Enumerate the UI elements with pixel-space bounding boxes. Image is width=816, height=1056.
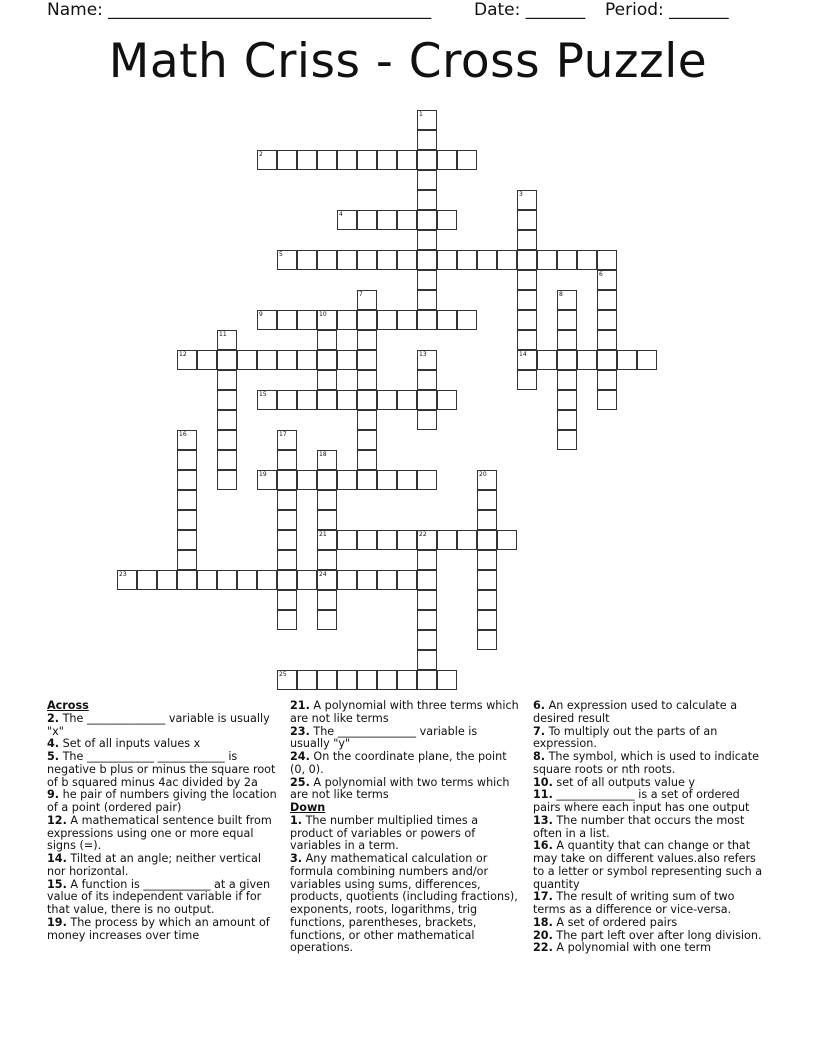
grid-cell[interactable] xyxy=(417,270,437,290)
grid-cell[interactable] xyxy=(477,530,497,550)
clue-number: 9 xyxy=(259,311,263,318)
grid-cell[interactable] xyxy=(377,470,397,490)
grid-cell[interactable] xyxy=(437,210,457,230)
grid-cell[interactable] xyxy=(417,630,437,650)
clue-across-24: 24. On the coordinate plane, the point (0, 0). xyxy=(290,750,507,776)
grid-cell[interactable] xyxy=(277,610,297,630)
grid-cell[interactable] xyxy=(297,670,317,690)
grid-cell[interactable] xyxy=(637,350,657,370)
grid-cell[interactable] xyxy=(417,470,437,490)
grid-cell[interactable] xyxy=(297,250,317,270)
grid-cell[interactable] xyxy=(477,610,497,630)
grid-cell[interactable] xyxy=(597,290,617,310)
grid-cell[interactable] xyxy=(477,630,497,650)
grid-cell[interactable] xyxy=(297,150,317,170)
grid-cell[interactable] xyxy=(557,390,577,410)
clue-across-14: 14. Tilted at an angle; neither vertical nor horizontal. xyxy=(47,852,261,878)
grid-cell[interactable] xyxy=(217,390,237,410)
grid-cell[interactable] xyxy=(277,490,297,510)
grid-cell[interactable] xyxy=(417,610,437,630)
grid-cell[interactable] xyxy=(337,530,357,550)
grid-cell[interactable] xyxy=(297,390,317,410)
grid-cell[interactable] xyxy=(477,250,497,270)
across-heading: Across xyxy=(47,699,89,712)
grid-cell[interactable] xyxy=(317,530,337,550)
grid-cell[interactable] xyxy=(337,210,357,230)
grid-cell[interactable] xyxy=(417,370,437,390)
clue-number: 6 xyxy=(599,271,603,278)
grid-cell[interactable] xyxy=(357,370,377,390)
grid-cell[interactable] xyxy=(157,570,177,590)
grid-cell[interactable] xyxy=(517,230,537,250)
grid-cell[interactable] xyxy=(277,590,297,610)
grid-cell[interactable] xyxy=(457,310,477,330)
grid-cell[interactable] xyxy=(517,250,537,270)
down-heading: Down xyxy=(290,801,326,814)
grid-cell[interactable] xyxy=(177,450,197,470)
clue-number: 23 xyxy=(119,571,127,578)
grid-cell[interactable] xyxy=(277,670,297,690)
grid-cell[interactable] xyxy=(217,450,237,470)
clue-down-20: 20. The part left over after long division. xyxy=(533,928,762,942)
clue-number: 25 xyxy=(279,671,287,678)
grid-cell[interactable] xyxy=(197,350,217,370)
grid-cell[interactable] xyxy=(477,550,497,570)
grid-cell[interactable] xyxy=(177,570,197,590)
clue-across-19: 19. The process by which an amount of money increases over time xyxy=(47,915,270,942)
grid-cell[interactable] xyxy=(317,450,337,470)
grid-cell[interactable] xyxy=(577,350,597,370)
grid-cell[interactable] xyxy=(597,370,617,390)
grid-cell[interactable] xyxy=(437,150,457,170)
clue-column-1 xyxy=(47,700,277,942)
clue-down-10: 10. set of all outputs value y xyxy=(533,775,696,789)
grid-cell[interactable] xyxy=(397,250,417,270)
clue-number: 12 xyxy=(179,351,187,358)
clue-across-23: 23. The ______________ variable is usually "y" xyxy=(290,724,478,751)
grid-cell[interactable] xyxy=(357,530,377,550)
grid-cell[interactable] xyxy=(277,350,297,370)
grid-cell[interactable] xyxy=(517,270,537,290)
grid-cell[interactable] xyxy=(317,550,337,570)
grid-cell[interactable] xyxy=(377,310,397,330)
grid-cell[interactable] xyxy=(277,470,297,490)
puzzle-title: Math Criss - Cross Puzzle xyxy=(108,34,708,89)
grid-cell[interactable] xyxy=(557,410,577,430)
grid-cell[interactable] xyxy=(317,150,337,170)
clue-number: 7 xyxy=(359,291,363,298)
grid-cell[interactable] xyxy=(397,390,417,410)
grid-cell[interactable] xyxy=(317,610,337,630)
grid-cell[interactable] xyxy=(537,250,557,270)
grid-cell[interactable] xyxy=(317,350,337,370)
name-field[interactable]: Name: ______________________________________ xyxy=(47,0,432,20)
grid-cell[interactable] xyxy=(337,570,357,590)
grid-cell[interactable] xyxy=(417,530,437,550)
clue-column-2 xyxy=(290,700,520,955)
grid-cell[interactable] xyxy=(417,170,437,190)
grid-cell[interactable] xyxy=(397,530,417,550)
grid-cell[interactable] xyxy=(517,190,537,210)
grid-cell[interactable] xyxy=(177,530,197,550)
grid-cell[interactable] xyxy=(217,350,237,370)
clue-number: 18 xyxy=(319,451,327,458)
grid-cell[interactable] xyxy=(457,530,477,550)
grid-cell[interactable] xyxy=(277,550,297,570)
grid-cell[interactable] xyxy=(477,570,497,590)
grid-cell[interactable] xyxy=(237,350,257,370)
grid-cell[interactable] xyxy=(317,570,337,590)
grid-cell[interactable] xyxy=(597,250,617,270)
grid-cell[interactable] xyxy=(417,250,437,270)
grid-cell[interactable] xyxy=(417,350,437,370)
clue-number: 10 xyxy=(319,311,327,318)
grid-cell[interactable] xyxy=(397,570,417,590)
grid-cell[interactable] xyxy=(117,570,137,590)
grid-cell[interactable] xyxy=(417,650,437,670)
grid-cell[interactable] xyxy=(357,350,377,370)
grid-cell[interactable] xyxy=(277,150,297,170)
clue-down-18: 18. A set of ordered pairs xyxy=(533,915,678,929)
grid-cell[interactable] xyxy=(297,310,317,330)
grid-cell[interactable] xyxy=(417,190,437,210)
clue-across-2: 2. The ______________ variable is usually "x" xyxy=(47,711,270,738)
grid-cell[interactable] xyxy=(177,430,197,450)
grid-cell[interactable] xyxy=(357,330,377,350)
grid-cell[interactable] xyxy=(317,370,337,390)
grid-cell[interactable] xyxy=(477,510,497,530)
grid-cell[interactable] xyxy=(477,490,497,510)
grid-cell[interactable] xyxy=(557,370,577,390)
grid-cell[interactable] xyxy=(397,670,417,690)
clue-across-15: 15. A function is ____________ at a given value of its independent variable if for that value, there is no output. xyxy=(47,877,271,916)
clue-column-3 xyxy=(533,700,765,955)
grid-cell[interactable] xyxy=(497,250,517,270)
grid-cell[interactable] xyxy=(317,490,337,510)
grid-cell[interactable] xyxy=(417,570,437,590)
grid-cell[interactable] xyxy=(417,590,437,610)
grid-cell[interactable] xyxy=(597,310,617,330)
grid-cell[interactable] xyxy=(617,350,637,370)
grid-cell[interactable] xyxy=(317,590,337,610)
grid-cell[interactable] xyxy=(557,330,577,350)
grid-cell[interactable] xyxy=(317,330,337,350)
grid-cell[interactable] xyxy=(477,470,497,490)
grid-cell[interactable] xyxy=(297,470,317,490)
clue-down-16: 16. A quantity that can change or that may take on different values.also refers to a letter or symbol representing such a quantity xyxy=(533,839,763,891)
grid-cell[interactable] xyxy=(377,150,397,170)
clue-number: 13 xyxy=(419,351,427,358)
grid-cell[interactable] xyxy=(337,390,357,410)
grid-cell[interactable] xyxy=(277,390,297,410)
grid-cell[interactable] xyxy=(137,570,157,590)
grid-cell[interactable] xyxy=(417,130,437,150)
grid-cell[interactable] xyxy=(177,350,197,370)
grid-cell[interactable] xyxy=(357,310,377,330)
grid-cell[interactable] xyxy=(417,230,437,250)
grid-cell[interactable] xyxy=(357,570,377,590)
clue-across-25: 25. A polynomial with two terms which are not like terms xyxy=(290,775,510,802)
grid-cell[interactable] xyxy=(417,210,437,230)
grid-cell[interactable] xyxy=(217,330,237,350)
clue-down-7: 7. To multiply out the parts of an expression. xyxy=(533,724,718,751)
clue-number: 4 xyxy=(339,211,343,218)
grid-cell[interactable] xyxy=(237,570,257,590)
grid-cell[interactable] xyxy=(417,550,437,570)
clue-number: 22 xyxy=(419,531,427,538)
grid-cell[interactable] xyxy=(417,150,437,170)
grid-cell[interactable] xyxy=(537,350,557,370)
grid-cell[interactable] xyxy=(377,530,397,550)
grid-cell[interactable] xyxy=(357,430,377,450)
grid-cell[interactable] xyxy=(377,210,397,230)
grid-cell[interactable] xyxy=(177,470,197,490)
grid-cell[interactable] xyxy=(217,370,237,390)
clue-number: 20 xyxy=(479,471,487,478)
grid-cell[interactable] xyxy=(217,470,237,490)
grid-cell[interactable] xyxy=(257,310,277,330)
grid-cell[interactable] xyxy=(397,150,417,170)
grid-cell[interactable] xyxy=(277,570,297,590)
grid-cell[interactable] xyxy=(557,350,577,370)
grid-cell[interactable] xyxy=(357,390,377,410)
grid-cell[interactable] xyxy=(277,530,297,550)
clue-down-22: 22. A polynomial with one term xyxy=(533,941,711,955)
grid-cell[interactable] xyxy=(597,390,617,410)
grid-cell[interactable] xyxy=(557,310,577,330)
grid-cell[interactable] xyxy=(277,510,297,530)
grid-cell[interactable] xyxy=(317,510,337,530)
grid-cell[interactable] xyxy=(517,330,537,350)
grid-cell[interactable] xyxy=(217,570,237,590)
grid-cell[interactable] xyxy=(357,410,377,430)
grid-cell[interactable] xyxy=(177,510,197,530)
clue-across-21: 21. A polynomial with three terms which are not like terms xyxy=(290,699,519,725)
grid-cell[interactable] xyxy=(357,250,377,270)
grid-cell[interactable] xyxy=(377,670,397,690)
clue-number: 17 xyxy=(279,431,287,438)
grid-cell[interactable] xyxy=(417,410,437,430)
grid-cell[interactable] xyxy=(337,670,357,690)
date-field[interactable]: Date: _______ xyxy=(474,0,586,20)
clue-number: 3 xyxy=(519,191,523,198)
grid-cell[interactable] xyxy=(517,290,537,310)
grid-cell[interactable] xyxy=(417,310,437,330)
clue-number: 24 xyxy=(319,571,327,578)
grid-cell[interactable] xyxy=(417,670,437,690)
grid-cell[interactable] xyxy=(357,210,377,230)
grid-cell[interactable] xyxy=(177,490,197,510)
grid-cell[interactable] xyxy=(257,150,277,170)
clue-number: 5 xyxy=(279,251,283,258)
grid-cell[interactable] xyxy=(277,310,297,330)
clue-down-1: 1. The number multiplied times a product of variables or powers of variables in a term. xyxy=(290,813,479,853)
grid-cell[interactable] xyxy=(557,250,577,270)
clue-number: 15 xyxy=(259,391,267,398)
clue-down-3: 3. Any mathematical calculation or formula combining numbers and/or variables using sums, differences, products, quotients (including fractions), exponents, roots, logarithms, trig functions, parentheses, brackets, functions, or other mathematical operations. xyxy=(290,852,518,955)
grid-cell[interactable] xyxy=(277,430,297,450)
grid-cell[interactable] xyxy=(557,290,577,310)
grid-cell[interactable] xyxy=(257,350,277,370)
grid-cell[interactable] xyxy=(217,410,237,430)
grid-cell[interactable] xyxy=(397,310,417,330)
grid-cell[interactable] xyxy=(357,670,377,690)
grid-cell[interactable] xyxy=(317,310,337,330)
grid-cell[interactable] xyxy=(437,250,457,270)
grid-cell[interactable] xyxy=(577,250,597,270)
grid-cell[interactable] xyxy=(337,250,357,270)
grid-cell[interactable] xyxy=(297,350,317,370)
grid-cell[interactable] xyxy=(257,470,277,490)
clue-down-6: 6. An expression used to calculate a desired result xyxy=(533,699,738,725)
grid-cell[interactable] xyxy=(517,210,537,230)
grid-cell[interactable] xyxy=(337,310,357,330)
clue-number: 11 xyxy=(219,331,227,338)
grid-cell[interactable] xyxy=(437,670,457,690)
grid-cell[interactable] xyxy=(517,350,537,370)
grid-cell[interactable] xyxy=(417,110,437,130)
grid-cell[interactable] xyxy=(597,330,617,350)
clue-number: 21 xyxy=(319,531,327,538)
grid-cell[interactable] xyxy=(597,270,617,290)
clue-number: 14 xyxy=(519,351,527,358)
grid-cell[interactable] xyxy=(257,570,277,590)
clue-across-4: 4. Set of all inputs values x xyxy=(47,737,201,751)
clue-number: 1 xyxy=(419,111,423,118)
clue-number: 2 xyxy=(259,151,263,158)
clue-down-17: 17. The result of writing sum of two terms as a difference or vice-versa. xyxy=(533,890,735,916)
grid-cell[interactable] xyxy=(357,150,377,170)
clue-across-12: 12. A mathematical sentence built from expressions using one or more equal signs (=). xyxy=(47,813,272,853)
grid-cell[interactable] xyxy=(177,550,197,570)
clue-number: 16 xyxy=(179,431,187,438)
grid-cell[interactable] xyxy=(497,530,517,550)
grid-cell[interactable] xyxy=(517,310,537,330)
grid-cell[interactable] xyxy=(257,390,277,410)
clue-down-8: 8. The symbol, which is used to indicate square roots or nth roots. xyxy=(533,750,760,776)
grid-cell[interactable] xyxy=(337,350,357,370)
clue-down-13: 13. The number that occurs the most often in a list. xyxy=(533,813,745,840)
grid-cell[interactable] xyxy=(457,250,477,270)
grid-cell[interactable] xyxy=(357,470,377,490)
grid-cell[interactable] xyxy=(477,590,497,610)
grid-cell[interactable] xyxy=(437,530,457,550)
period-field[interactable]: Period: _______ xyxy=(605,0,729,20)
grid-cell[interactable] xyxy=(597,350,617,370)
grid-cell[interactable] xyxy=(277,250,297,270)
clue-number: 19 xyxy=(259,471,267,478)
grid-cell[interactable] xyxy=(217,430,237,450)
grid-cell[interactable] xyxy=(397,210,417,230)
grid-cell[interactable] xyxy=(457,150,477,170)
clue-across-9: 9. he pair of numbers giving the location of a point (ordered pair) xyxy=(47,788,277,814)
grid-cell[interactable] xyxy=(317,250,337,270)
grid-cell[interactable] xyxy=(317,470,337,490)
grid-cell[interactable] xyxy=(277,450,297,470)
grid-cell[interactable] xyxy=(317,390,337,410)
grid-cell[interactable] xyxy=(557,430,577,450)
grid-cell[interactable] xyxy=(377,250,397,270)
grid-cell[interactable] xyxy=(397,470,417,490)
grid-cell[interactable] xyxy=(437,390,457,410)
grid-cell[interactable] xyxy=(417,290,437,310)
grid-cell[interactable] xyxy=(297,570,317,590)
grid-cell[interactable] xyxy=(357,450,377,470)
clue-number: 8 xyxy=(559,291,563,298)
grid-cell[interactable] xyxy=(337,150,357,170)
clue-across-5: 5. The ____________ ____________ is negative b plus or minus the square root of b squared minus 4ac divided by 2a xyxy=(47,750,276,789)
grid-cell[interactable] xyxy=(337,470,357,490)
grid-cell[interactable] xyxy=(317,670,337,690)
grid-cell[interactable] xyxy=(357,290,377,310)
grid-cell[interactable] xyxy=(377,390,397,410)
grid-cell[interactable] xyxy=(197,570,217,590)
grid-cell[interactable] xyxy=(517,370,537,390)
grid-cell[interactable] xyxy=(417,390,437,410)
grid-cell[interactable] xyxy=(437,310,457,330)
grid-cell[interactable] xyxy=(377,570,397,590)
clue-down-11: 11. ______________ is a set of ordered pairs where each input has one output xyxy=(533,788,750,814)
